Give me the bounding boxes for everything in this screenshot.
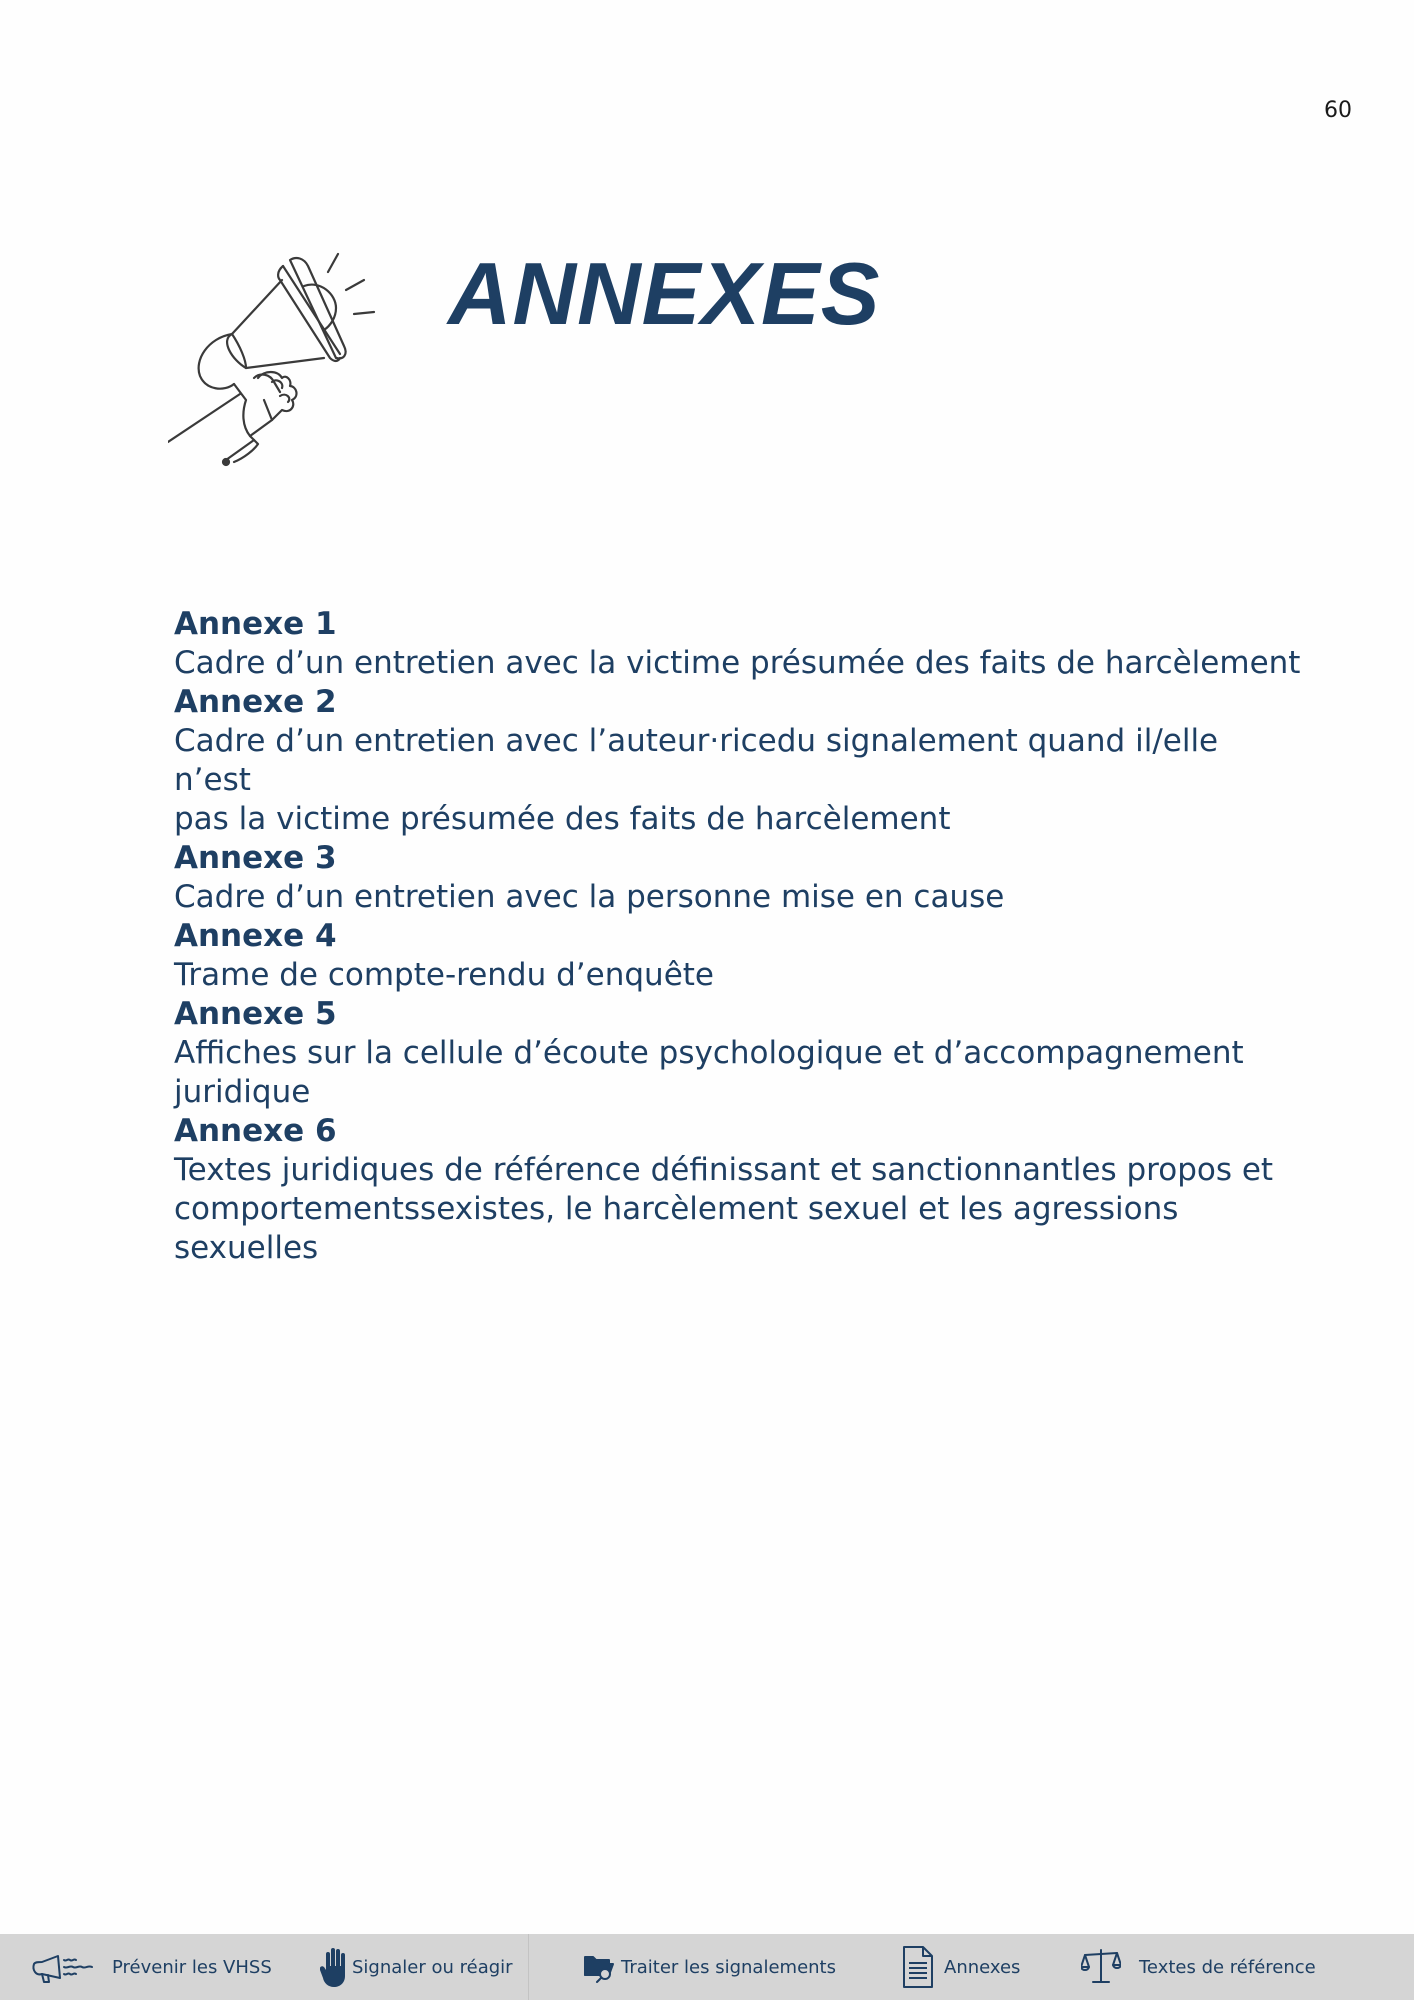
document-icon <box>901 1945 935 1989</box>
page-number: 60 <box>1324 98 1352 123</box>
folder-search-icon <box>583 1951 615 1983</box>
footer-nav <box>0 1934 1414 2000</box>
annex-description: Cadre d’un entretien avec l’auteur·ricedu signalement quand il/elle n’est <box>174 723 1219 798</box>
annex-list <box>174 605 1304 1268</box>
annex-item-1 <box>174 605 1304 683</box>
annex-description: juridique <box>174 1074 311 1110</box>
annex-description: Affiches sur la cellule d’écoute psychologique et d’accompagnement <box>174 1035 1244 1071</box>
nav-annexes[interactable] <box>869 1934 1081 2000</box>
annex-item-5 <box>174 995 1304 1112</box>
annex-heading: Annexe 5 <box>174 996 337 1032</box>
page-title: ANNEXES <box>448 244 881 343</box>
annex-item-2 <box>174 683 1304 839</box>
annex-description: pas la victime présumée des faits de harcèlement <box>174 801 951 837</box>
nav-traiter-signalements[interactable] <box>529 1934 869 2000</box>
annex-description: Textes juridiques de référence définissant et sanctionnantles propos et <box>174 1152 1274 1188</box>
annex-item-3 <box>174 839 1304 917</box>
nav-prevenir-vhss[interactable] <box>0 1934 314 2000</box>
nav-label: Prévenir les VHSS <box>112 1956 272 1978</box>
annex-heading: Annexe 2 <box>174 684 337 720</box>
annex-item-6 <box>174 1112 1304 1268</box>
annex-description: Cadre d’un entretien avec la personne mise en cause <box>174 879 1005 915</box>
annex-description: Trame de compte-rendu d’enquête <box>174 957 714 993</box>
scales-icon <box>1081 1948 1121 1986</box>
megaphone-icon <box>30 1950 102 1984</box>
nav-label: Annexes <box>944 1956 1021 1978</box>
annex-heading: Annexe 4 <box>174 918 337 954</box>
nav-label: Traiter les signalements <box>621 1956 836 1978</box>
annex-description: Cadre d’un entretien avec la victime présumée des faits de harcèlement <box>174 645 1301 681</box>
annex-heading: Annexe 1 <box>174 606 337 642</box>
annex-heading: Annexe 3 <box>174 840 337 876</box>
annex-description: comportementssexistes, le harcèlement sexuel et les agressions sexuelles <box>174 1191 1179 1266</box>
nav-signaler-reagir[interactable] <box>314 1934 528 2000</box>
hand-icon <box>320 1946 348 1988</box>
annex-item-4 <box>174 917 1304 995</box>
nav-label: Signaler ou réagir <box>352 1956 513 1978</box>
annex-heading: Annexe 6 <box>174 1113 337 1149</box>
megaphone-hand-illustration <box>168 250 388 470</box>
nav-label: Textes de référence <box>1139 1956 1316 1978</box>
nav-textes-reference[interactable] <box>1081 1934 1411 2000</box>
